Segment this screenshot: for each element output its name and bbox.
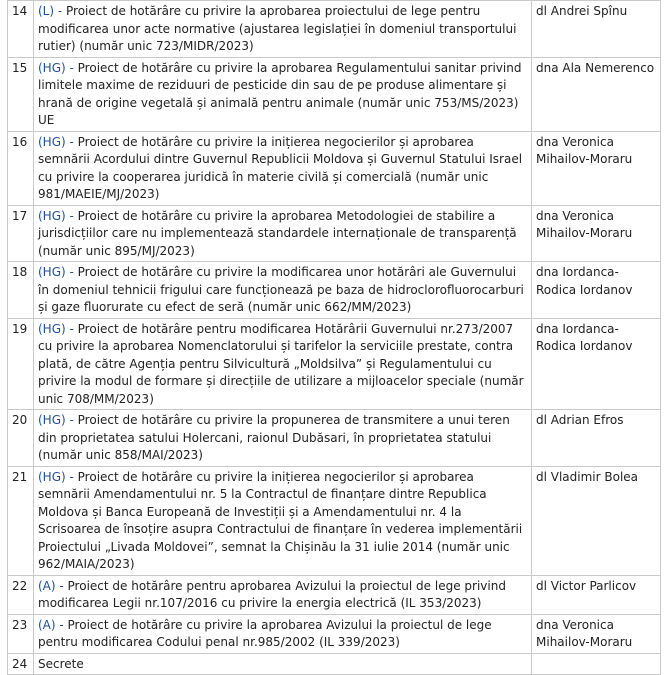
item-title — [34, 575, 532, 614]
table-row — [8, 653, 661, 675]
item-text: Proiect de hotărâre cu privire la inițierea negocierilor și aprobarea semnării Acordului dintre Guvernul Republicii Moldova și Guvernul Statului Israel cu privire la cooperarea juridică în materie civilă și comercială (număr unic 981/MAEIE/MJ/2023) — [38, 134, 523, 201]
item-title — [34, 262, 532, 319]
item-responsible: dna Veronica Mihailov-Moraru — [532, 614, 661, 653]
item-type-prefix: (HG) - — [38, 413, 74, 427]
item-number: 21 — [8, 466, 34, 575]
item-text: Proiect de hotărâre cu privire la aprobarea Avizului la proiectul de lege pentru modificarea Codului penal nr.985/2002 (IL 339/2023) — [38, 617, 492, 649]
item-responsible — [532, 653, 661, 675]
item-responsible: dl Victor Parlicov — [532, 575, 661, 614]
item-responsible: dna Veronica Mihailov-Moraru — [532, 131, 661, 205]
item-type-prefix: (HG) - — [38, 265, 74, 279]
item-type-prefix: (L) - — [38, 4, 63, 18]
item-type-prefix: (A) - — [38, 617, 64, 632]
agenda-table — [7, 0, 661, 675]
item-number: 17 — [8, 205, 34, 262]
item-title — [34, 1, 532, 58]
item-number: 23 — [8, 614, 34, 653]
item-text: Proiect de hotărâre cu privire la modificarea unor hotărâri ale Guvernului în domeniul tehnicii frigului care funcționează pe baza de hidroclorofluorocarburi și gaze fluorurate cu efect de seră (număr unic 662/MM/2023) — [38, 265, 524, 314]
item-text: Secrete — [38, 656, 84, 671]
item-number: 19 — [8, 318, 34, 410]
item-responsible: dl Vladimir Bolea — [532, 466, 661, 575]
item-text: Proiect de hotărâre pentru modificarea Hotărârii Guvernului nr.273/2007 cu privire la aprobarea Nomenclatorului și tarifelor la serviciile prestate, contra plată, de către Agenția pentru Silvicultură „Moldsilva” și Regulamentului cu privire la modul de formare și direcțiile de utilizare a mijloacelor speciale (număr unic 708/MM/2023) — [38, 321, 524, 406]
item-title — [34, 57, 532, 131]
item-type-prefix: (HG) - — [38, 321, 74, 336]
item-title — [34, 466, 532, 575]
item-title — [34, 653, 532, 675]
item-text: Proiect de hotărâre cu privire la aprobarea proiectului de lege pentru modificarea unor acte normative (ajustarea legislației în domeniul transportului rutier) (număr unic 723/MIDR/2023) — [38, 4, 517, 53]
table-row — [8, 318, 661, 410]
item-type-prefix: (HG) - — [38, 60, 74, 75]
item-responsible: dl Adrian Efros — [532, 410, 661, 467]
item-responsible: dna Iordanca-Rodica Iordanov — [532, 262, 661, 319]
item-text: Proiect de hotărâre cu privire la aprobarea Regulamentului sanitar privind limitele maxime de reziduuri de pesticide din sau de pe produse alimentare și hrană de origine vegetală și animală pentru animale (număr unic 753/MS/2023) UE — [38, 60, 522, 127]
item-responsible: dl Andrei Spînu — [532, 1, 661, 58]
item-number: 16 — [8, 131, 34, 205]
item-number: 24 — [8, 653, 34, 675]
item-text: Proiect de hotărâre cu privire la propunerea de transmitere a unui teren din proprietatea satului Holercani, raionul Dubăsari, în proprietatea statului (număr unic 858/MAI/2023) — [38, 413, 510, 462]
item-text: Proiect de hotărâre pentru aprobarea Avizului la proiectul de lege privind modificarea Legii nr.107/2016 cu privire la energia electrică (IL 353/2023) — [38, 578, 506, 610]
item-title — [34, 318, 532, 410]
item-title — [34, 410, 532, 467]
item-type-prefix: (HG) - — [38, 134, 74, 149]
table-row — [8, 262, 661, 319]
item-type-prefix: (HG) - — [38, 208, 74, 223]
table-row — [8, 466, 661, 575]
item-number: 20 — [8, 410, 34, 467]
item-responsible: dna Ala Nemerenco — [532, 57, 661, 131]
item-title — [34, 131, 532, 205]
item-text: Proiect de hotărâre cu privire la aprobarea Metodologiei de stabilire a jurisdicțiilor care nu implementează standardele internaționale de transparență (număr unic 895/MJ/2023) — [38, 208, 517, 258]
item-responsible: dna Veronica Mihailov-Moraru — [532, 205, 661, 262]
table-row — [8, 410, 661, 467]
item-type-prefix: (HG) - — [38, 469, 74, 484]
item-title — [34, 205, 532, 262]
item-number: 18 — [8, 262, 34, 319]
table-row — [8, 205, 661, 262]
table-row — [8, 575, 661, 614]
item-number: 22 — [8, 575, 34, 614]
table-row — [8, 614, 661, 653]
item-title — [34, 614, 532, 653]
item-text: Proiect de hotărâre cu privire la inițierea negocierilor și aprobarea semnării Amendamentului nr. 5 la Contractul de finanțare dintre Republica Moldova și Banca Europeană de Investiții și a Amendamentului nr. 4 la Scrisoarea de însoțire asupra Contractului de finanțare în vederea implementării Proiectului „Livada Moldovei”, semnat la Chișinău la 31 iulie 2014 (număr unic 962/MAIA/2023) — [38, 469, 523, 571]
item-type-prefix: (A) - — [38, 578, 64, 593]
item-number: 14 — [8, 1, 34, 58]
item-responsible: dna Iordanca-Rodica Iordanov — [532, 318, 661, 410]
table-row — [8, 57, 661, 131]
item-number: 15 — [8, 57, 34, 131]
table-row — [8, 131, 661, 205]
agenda-body — [8, 1, 661, 675]
table-row — [8, 1, 661, 58]
